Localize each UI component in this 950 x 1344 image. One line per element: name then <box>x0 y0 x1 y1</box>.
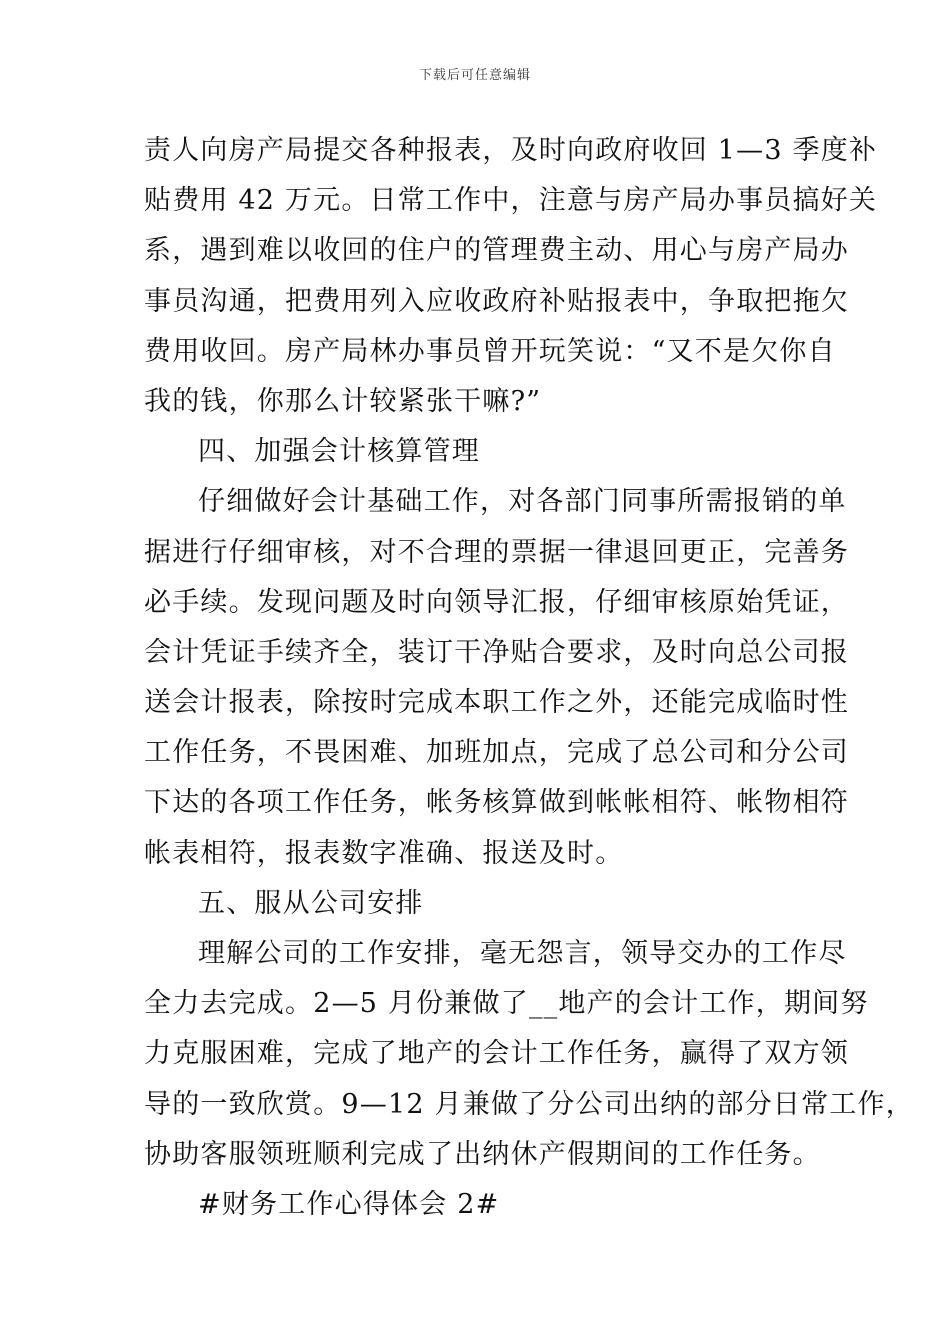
text-line: 力克服困难，完成了地产的会计工作任务，赢得了双方领 <box>144 1038 849 1070</box>
text-line: 帐表相符，报表数字准确、报送及时。 <box>144 837 624 869</box>
text-line: 贴费用 42 万元。日常工作中，注意与房产局办事员搞好关 <box>144 185 878 217</box>
page-header: 下载后可任意编辑 <box>418 68 531 83</box>
text-line: 费用收回。房产局林办事员曾开玩笑说：“又不是欠你自 <box>144 335 836 367</box>
text-line: 系，遇到难以收回的住户的管理费主动、用心与房产局办 <box>144 235 849 267</box>
text-line: #财务工作心得体会 2# <box>198 1188 500 1220</box>
text-line: 理解公司的工作安排，毫无怨言，领导交办的工作尽 <box>198 938 847 969</box>
text-line: 必手续。发现问题及时向领导汇报，仔细审核原始凭证， <box>144 586 849 618</box>
text-line: 责人向房产局提交各种报表，及时向政府收回 1—3 季度补 <box>144 135 878 166</box>
text-line: 五、服从公司安排 <box>198 887 424 919</box>
document-body <box>144 126 914 1230</box>
text-line: 协助客服领班顺利完成了出纳休产假期间的工作任务。 <box>144 1138 821 1170</box>
text-line: 送会计报表，除按时完成本职工作之外，还能完成临时性 <box>144 687 849 719</box>
text-line: 导的一致欣赏。9—12 月兼做了分公司出纳的部分日常工作， <box>144 1088 914 1120</box>
text-line: 下达的各项工作任务，帐务核算做到帐帐相符、帐物相符 <box>144 787 849 819</box>
text-line: 会计凭证手续齐全，装订干净贴合要求，及时向总公司报 <box>144 636 849 668</box>
text-line: 据进行仔细审核，对不合理的票据一律退回更正，完善务 <box>144 536 849 568</box>
text-line: 我的钱，你那么计较紧张干嘛?” <box>144 385 542 417</box>
text-line: 全力去完成。2—5 月份兼做了__地产的会计工作，期间努 <box>144 988 869 1020</box>
text-line: 工作任务，不畏困难、加班加点，完成了总公司和分公司 <box>144 737 849 769</box>
text-line: 四、加强会计核算管理 <box>198 436 480 468</box>
text-line: 仔细做好会计基础工作，对各部门同事所需报销的单 <box>198 486 847 518</box>
text-line: 事员沟通，把费用列入应收政府补贴报表中，争取把拖欠 <box>144 285 849 317</box>
